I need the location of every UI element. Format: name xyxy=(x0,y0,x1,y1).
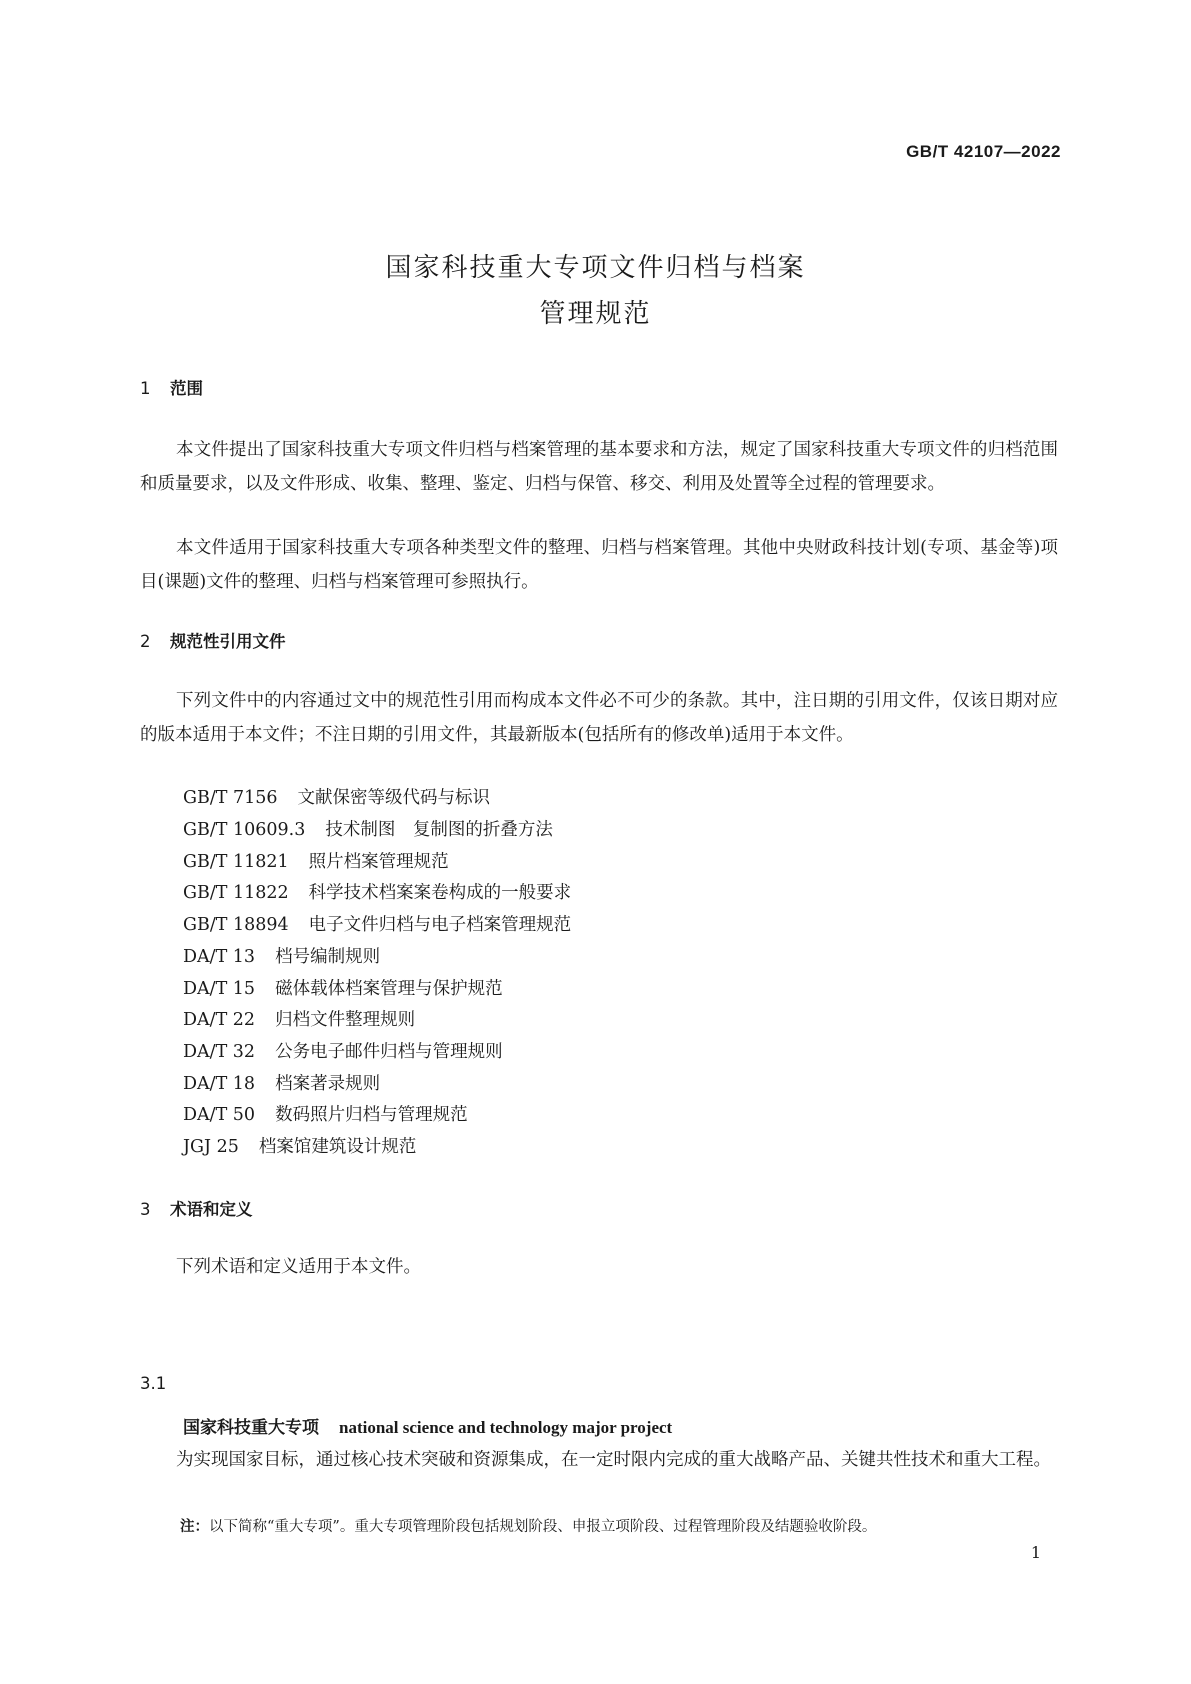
reference-item xyxy=(183,975,503,1000)
term-chinese: 国家科技重大专项 xyxy=(183,1418,319,1438)
reference-code: GB/T 11822 xyxy=(183,883,289,903)
reference-title: 磁体载体档案管理与保护规范 xyxy=(275,979,503,999)
note-label: 注： xyxy=(180,1519,209,1535)
section-number: 1 xyxy=(140,379,151,398)
reference-title: 公务电子邮件归档与管理规则 xyxy=(275,1042,503,1062)
section-number: 3 xyxy=(140,1200,151,1219)
reference-title: 电子文件归档与电子档案管理规范 xyxy=(308,915,572,935)
section-title: 术语和定义 xyxy=(170,1200,253,1219)
term-heading xyxy=(183,1413,672,1438)
reference-item xyxy=(183,1133,416,1158)
term-definition: 为实现国家目标，通过核心技术突破和资源集成，在一定时限内完成的重大战略产品、关键共性技术和重大工程。 xyxy=(176,1450,1051,1470)
standard-code: GB/T 42107—2022 xyxy=(906,142,1061,161)
term-english: national science and technology major project xyxy=(339,1418,673,1437)
reference-code: GB/T 7156 xyxy=(183,788,278,808)
reference-item xyxy=(183,911,571,936)
note-text: 以下简称“重大专项”。重大专项管理阶段包括规划阶段、申报立项阶段、过程管理阶段及结题验收阶段。 xyxy=(209,1519,877,1535)
reference-code: DA/T 15 xyxy=(183,979,256,999)
document-title-line1: 国家科技重大专项文件归档与档案 xyxy=(385,253,806,283)
reference-title: 档案馆建筑设计规范 xyxy=(258,1137,417,1157)
reference-item xyxy=(183,1101,468,1126)
section-1-paragraph-2: 本文件适用于国家科技重大专项各种类型文件的整理、归档与档案管理。其他中央财政科技计划(专项、基金等)项目(课题)文件的整理、归档与档案管理可参照执行。 xyxy=(140,538,1058,592)
term-note xyxy=(180,1515,876,1536)
section-title: 范围 xyxy=(170,379,203,398)
section-3-heading xyxy=(140,1196,253,1220)
reference-code: DA/T 22 xyxy=(183,1010,256,1030)
page-number: 1 xyxy=(1030,1543,1041,1562)
section-number: 2 xyxy=(140,632,151,651)
reference-title: 科学技术档案案卷构成的一般要求 xyxy=(308,883,572,903)
reference-code: JGJ 25 xyxy=(183,1137,239,1157)
reference-title: 归档文件整理规则 xyxy=(275,1010,416,1030)
reference-title: 文献保密等级代码与标识 xyxy=(297,788,491,808)
reference-title: 数码照片归档与管理规范 xyxy=(275,1105,468,1125)
reference-code: DA/T 32 xyxy=(183,1042,256,1062)
reference-code: DA/T 50 xyxy=(183,1105,256,1125)
reference-title: 档号编制规则 xyxy=(275,947,381,967)
reference-code: GB/T 18894 xyxy=(183,915,289,935)
reference-item xyxy=(183,784,490,809)
reference-item xyxy=(183,1006,415,1031)
reference-title: 档案著录规则 xyxy=(275,1074,381,1094)
reference-item xyxy=(183,816,553,841)
reference-item xyxy=(183,943,380,968)
reference-item xyxy=(183,848,449,873)
section-1-heading xyxy=(140,375,203,399)
section-2-paragraph-1: 下列文件中的内容通过文中的规范性引用而构成本文件必不可少的条款。其中，注日期的引用文件，仅该日期对应的版本适用于本文件；不注日期的引用文件，其最新版本(包括所有的修改单)适用于本文件。 xyxy=(140,691,1058,745)
reference-code: GB/T 10609.3 xyxy=(183,820,306,840)
section-title: 规范性引用文件 xyxy=(170,632,286,651)
document-title-line2: 管理规范 xyxy=(539,299,652,329)
section-3-paragraph-1: 下列术语和定义适用于本文件。 xyxy=(176,1257,421,1277)
term-number: 3.1 xyxy=(140,1374,167,1393)
reference-item xyxy=(183,1038,503,1063)
section-1-paragraph-1: 本文件提出了国家科技重大专项文件归档与档案管理的基本要求和方法，规定了国家科技重大专项文件的归档范围和质量要求，以及文件形成、收集、整理、鉴定、归档与保管、移交、利用及处置等全过程的管理要求。 xyxy=(140,440,1058,494)
reference-item xyxy=(183,879,571,904)
reference-item xyxy=(183,1070,380,1095)
reference-title: 照片档案管理规范 xyxy=(308,852,449,872)
reference-code: GB/T 11821 xyxy=(183,852,289,872)
section-2-heading xyxy=(140,628,286,652)
reference-title: 技术制图 复制图的折叠方法 xyxy=(325,820,553,840)
reference-code: DA/T 18 xyxy=(183,1074,256,1094)
reference-code: DA/T 13 xyxy=(183,947,256,967)
